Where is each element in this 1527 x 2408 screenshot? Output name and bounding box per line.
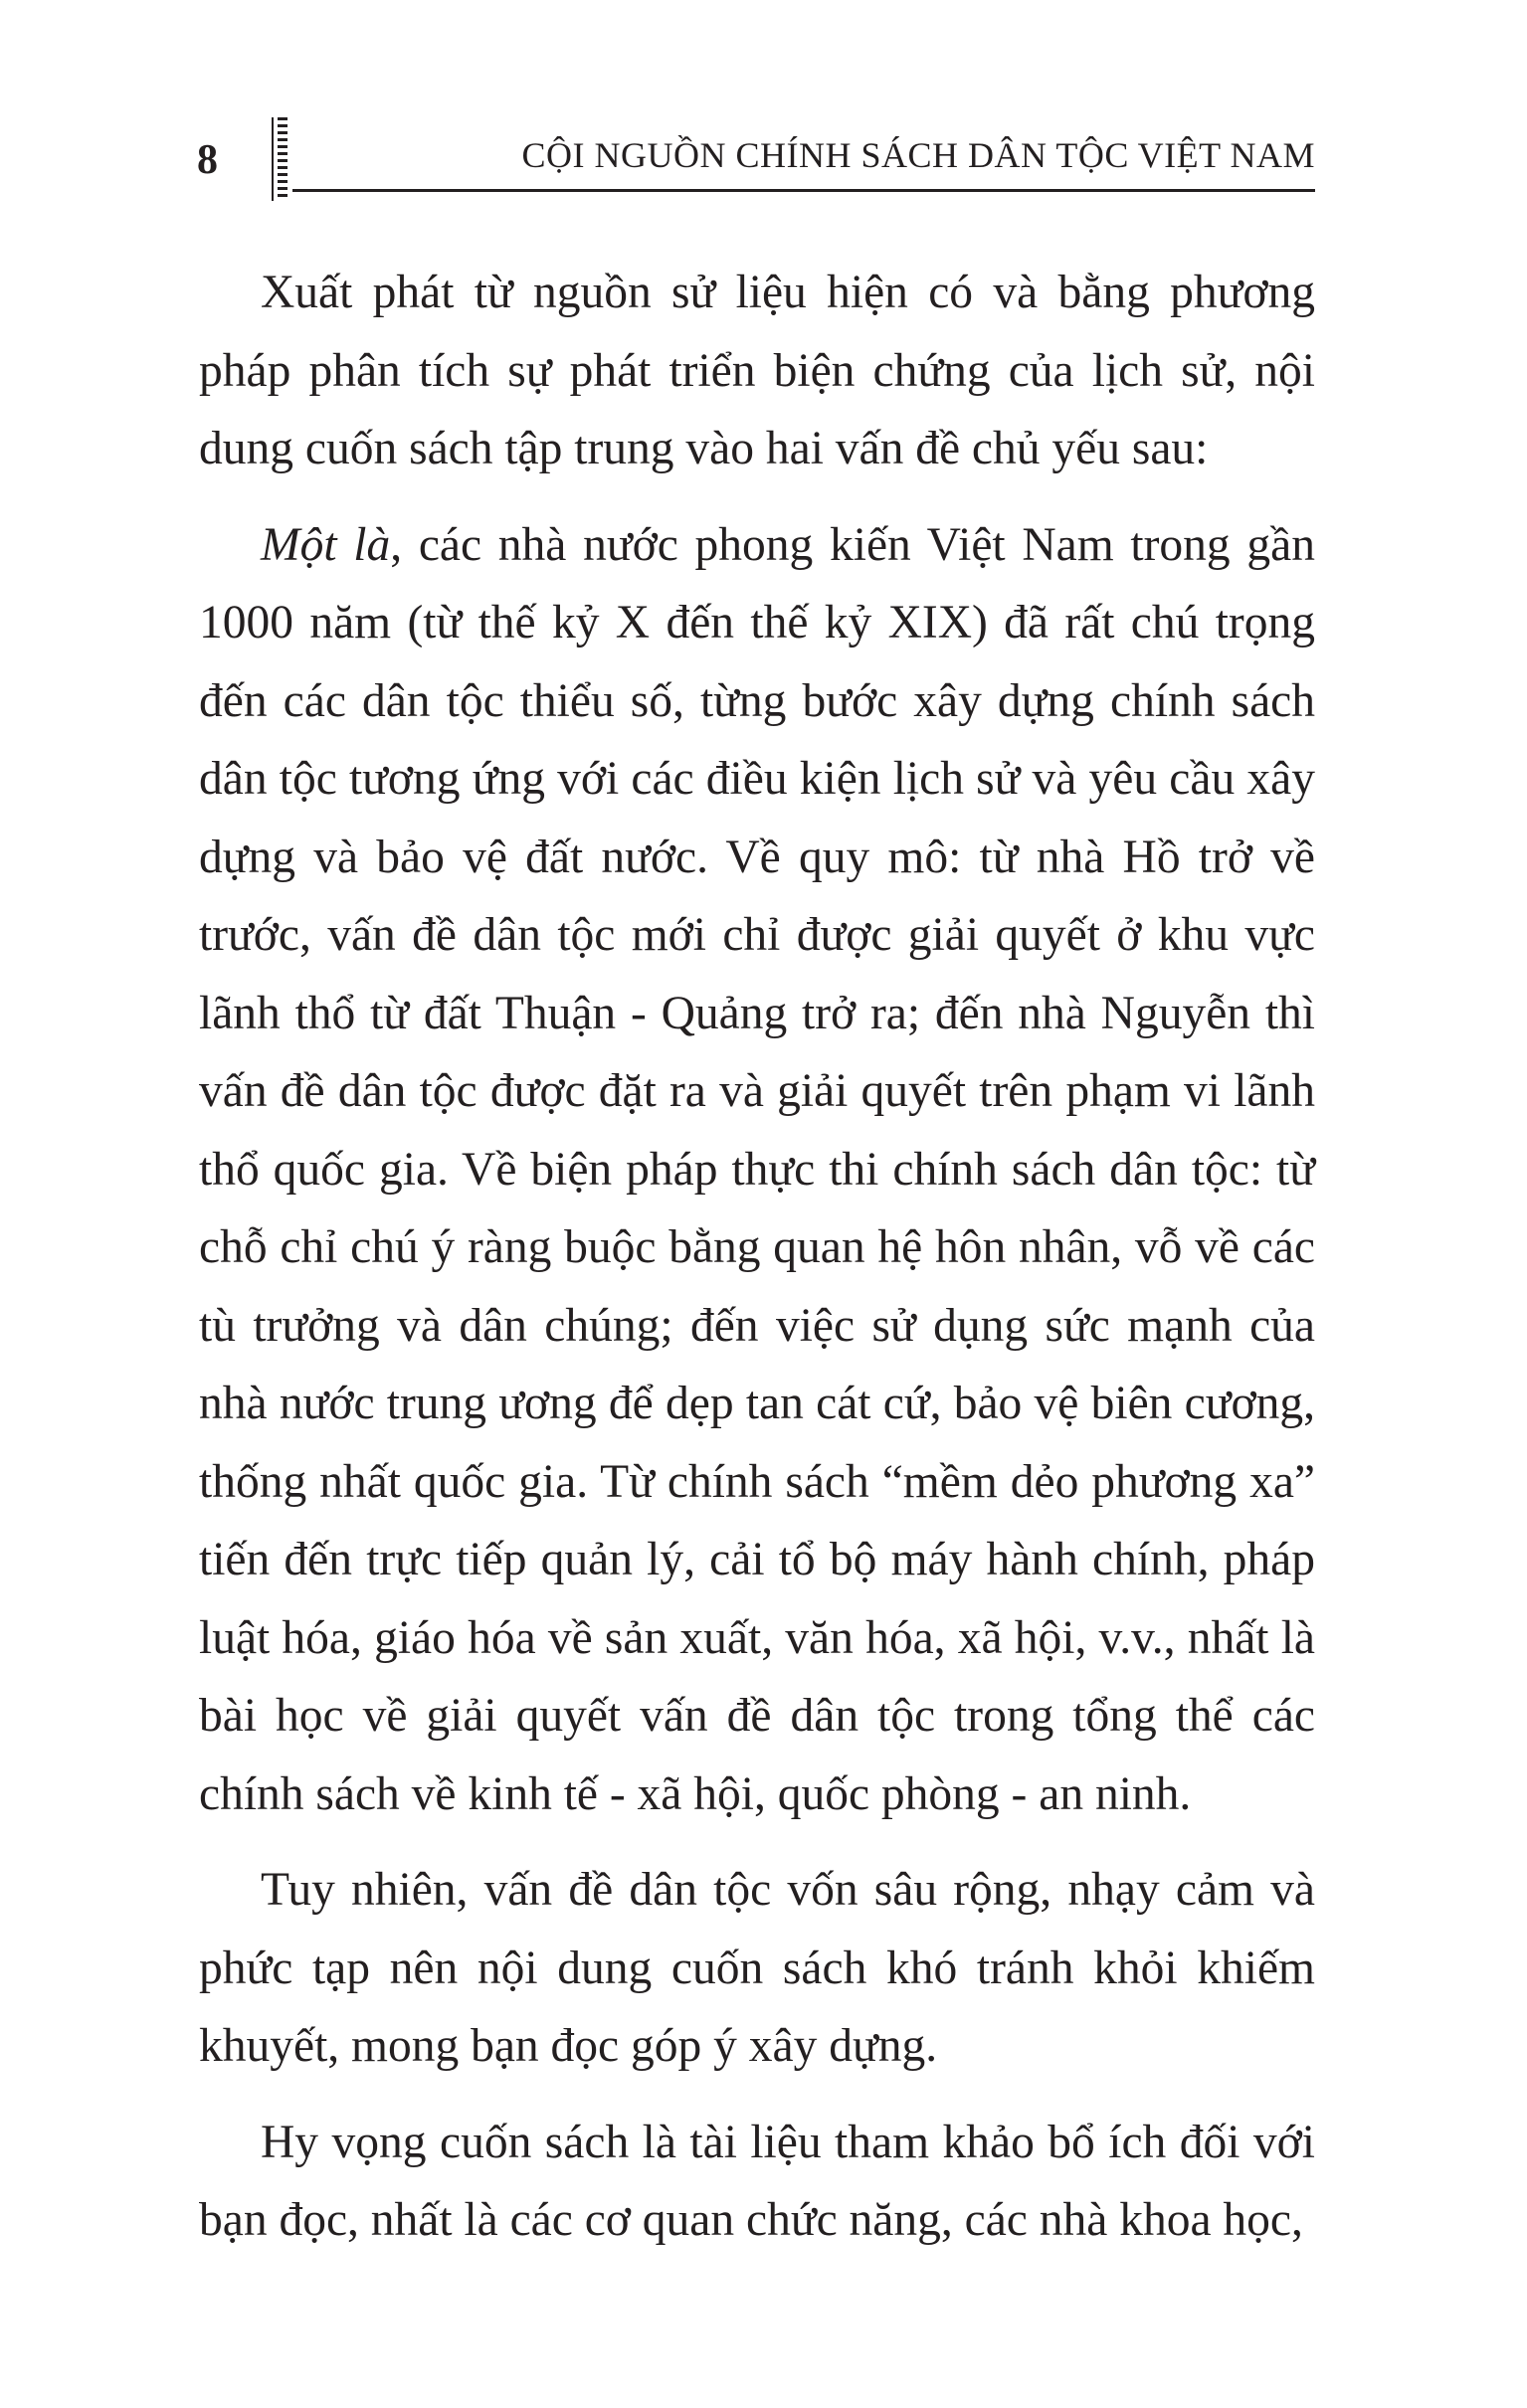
header-ornament	[278, 117, 287, 201]
paragraph-1: Xuất phát từ nguồn sử liệu hiện có và bằng phương pháp phân tích sự phát triển biện chứng của lịch sử, nội dung cuốn sách tập trung vào hai vấn đề chủ yếu sau:	[199, 267, 1315, 474]
header-rule	[292, 189, 1315, 192]
paragraph-2-emphasis: Một là	[261, 518, 391, 571]
page-number: 8	[197, 137, 218, 183]
paragraph-2	[199, 506, 1315, 1834]
paragraph-3: Tuy nhiên, vấn đề dân tộc vốn sâu rộng, nhạy cảm và phức tạp nên nội dung cuốn sách khó tránh khỏi khiếm khuyết, mong bạn đọc góp ý xây dựng.	[199, 1864, 1315, 2072]
body-text	[199, 254, 1315, 2278]
paragraph-2-text: , các nhà nước phong kiến Việt Nam trong gần 1000 năm (từ thế kỷ X đến thế kỷ XIX) đã rất chú trọng đến các dân tộc thiểu số, từng bước xây dựng chính sách dân tộc tương ứng với các điều kiện lịch sử và yêu cầu xây dựng và bảo vệ đất nước. Về quy mô: từ nhà Hồ trở về trước, vấn đề dân tộc mới chỉ được giải quyết ở khu vực lãnh thổ từ đất Thuận - Quảng trở ra; đến nhà Nguyễn thì vấn đề dân tộc được đặt ra và giải quyết trên phạm vi lãnh thổ quốc gia. Về biện pháp thực thi chính sách dân tộc: từ chỗ chỉ chú ý ràng buộc bằng quan hệ hôn nhân, vỗ về các tù trưởng và dân chúng; đến việc sử dụng sức mạnh của nhà nước trung ương để dẹp tan cát cứ, bảo vệ biên cương, thống nhất quốc gia. Từ chính sách “mềm dẻo phương xa” tiến đến trực tiếp quản lý, cải tổ bộ máy hành chính, pháp luật hóa, giáo hóa về sản xuất, văn hóa, xã hội, v.v., nhất là bài học về giải quyết vấn đề dân tộc trong tổng thể các chính sách về kinh tế - xã hội, quốc phòng - an ninh.	[199, 518, 1315, 1820]
running-title: CỘI NGUỒN CHÍNH SÁCH DÂN TỘC VIỆT NAM	[521, 135, 1315, 175]
paragraph-4: Hy vọng cuốn sách là tài liệu tham khảo bổ ích đối với bạn đọc, nhất là các cơ quan chức năng, các nhà khoa học,	[199, 2116, 1315, 2246]
page-header	[0, 0, 1527, 219]
